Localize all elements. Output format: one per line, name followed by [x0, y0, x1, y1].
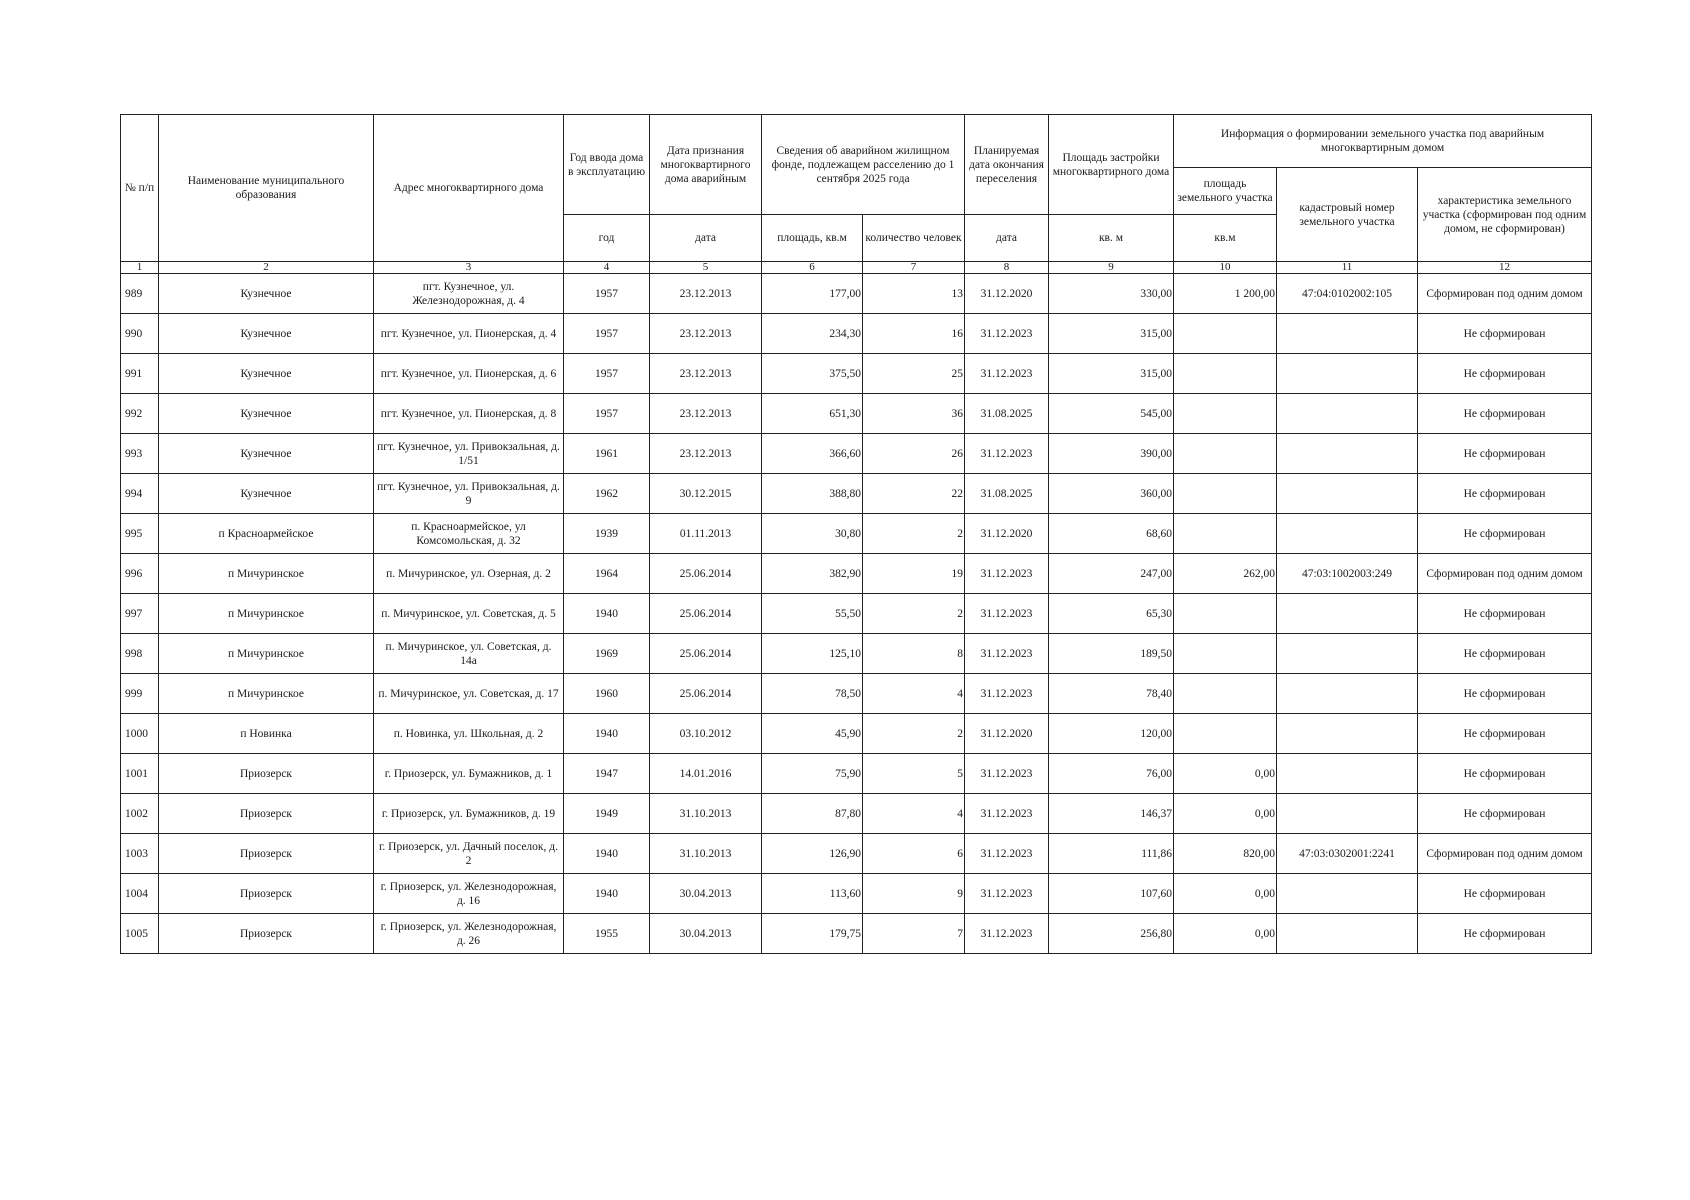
- people-count-cell: 2: [863, 714, 965, 754]
- area-cell: 366,60: [762, 434, 863, 474]
- people-count-cell: 16: [863, 314, 965, 354]
- municipality-cell: п Мичуринское: [159, 554, 374, 594]
- people-count-cell: 22: [863, 474, 965, 514]
- people-count-cell: 2: [863, 594, 965, 634]
- planned-date-cell: 31.12.2023: [965, 594, 1049, 634]
- area-cell: 45,90: [762, 714, 863, 754]
- address-cell: г. Приозерск, ул. Бумажников, д. 19: [374, 794, 564, 834]
- land-area-cell: [1174, 474, 1277, 514]
- area-cell: 177,00: [762, 274, 863, 314]
- cadastral-number-cell: [1277, 914, 1418, 954]
- recognition-date-cell: 14.01.2016: [650, 754, 762, 794]
- planned-date-cell: 31.12.2023: [965, 794, 1049, 834]
- people-count-cell: 4: [863, 794, 965, 834]
- unit-area: площадь, кв.м: [762, 215, 863, 262]
- people-count-cell: 19: [863, 554, 965, 594]
- year-cell: 1957: [564, 314, 650, 354]
- recognition-date-cell: 25.06.2014: [650, 554, 762, 594]
- building-area-cell: 545,00: [1049, 394, 1174, 434]
- col-number: 2: [159, 262, 374, 274]
- planned-date-cell: 31.12.2023: [965, 314, 1049, 354]
- area-cell: 375,50: [762, 354, 863, 394]
- municipality-cell: Кузнечное: [159, 434, 374, 474]
- planned-date-cell: 31.12.2023: [965, 634, 1049, 674]
- land-area-cell: [1174, 314, 1277, 354]
- municipality-cell: Приозерск: [159, 794, 374, 834]
- year-cell: 1961: [564, 434, 650, 474]
- row-number: 1003: [121, 834, 159, 874]
- area-cell: 78,50: [762, 674, 863, 714]
- area-cell: 113,60: [762, 874, 863, 914]
- planned-date-cell: 31.12.2020: [965, 274, 1049, 314]
- table-row: [121, 314, 1592, 354]
- building-area-cell: 330,00: [1049, 274, 1174, 314]
- row-number: 993: [121, 434, 159, 474]
- emergency-housing-table: [120, 114, 1592, 954]
- building-area-cell: 146,37: [1049, 794, 1174, 834]
- land-status-cell: Не сформирован: [1418, 354, 1592, 394]
- year-cell: 1955: [564, 914, 650, 954]
- cadastral-number-cell: [1277, 354, 1418, 394]
- table-header: [121, 115, 1592, 274]
- recognition-date-cell: 23.12.2013: [650, 354, 762, 394]
- land-area-cell: [1174, 714, 1277, 754]
- land-area-cell: [1174, 674, 1277, 714]
- header-municipality: Наименование муниципального образования: [159, 115, 374, 262]
- municipality-cell: п Новинка: [159, 714, 374, 754]
- year-cell: 1957: [564, 354, 650, 394]
- recognition-date-cell: 25.06.2014: [650, 674, 762, 714]
- address-cell: п. Мичуринское, ул. Советская, д. 17: [374, 674, 564, 714]
- row-number: 996: [121, 554, 159, 594]
- row-number: 1001: [121, 754, 159, 794]
- address-cell: г. Приозерск, ул. Бумажников, д. 1: [374, 754, 564, 794]
- people-count-cell: 13: [863, 274, 965, 314]
- building-area-cell: 78,40: [1049, 674, 1174, 714]
- people-count-cell: 25: [863, 354, 965, 394]
- cadastral-number-cell: [1277, 634, 1418, 674]
- row-number: 1005: [121, 914, 159, 954]
- unit-sqm: кв. м: [1049, 215, 1174, 262]
- col-number: 4: [564, 262, 650, 274]
- building-area-cell: 315,00: [1049, 354, 1174, 394]
- table-row: [121, 674, 1592, 714]
- table-row: [121, 634, 1592, 674]
- year-cell: 1939: [564, 514, 650, 554]
- area-cell: 651,30: [762, 394, 863, 434]
- address-cell: пгт. Кузнечное, ул. Пионерская, д. 6: [374, 354, 564, 394]
- header-year: Год ввода дома в эксплуатацию: [564, 115, 650, 215]
- land-area-cell: 1 200,00: [1174, 274, 1277, 314]
- land-status-cell: Не сформирован: [1418, 634, 1592, 674]
- address-cell: пгт. Кузнечное, ул. Пионерская, д. 8: [374, 394, 564, 434]
- address-cell: пгт. Кузнечное, ул. Привокзальная, д. 9: [374, 474, 564, 514]
- year-cell: 1940: [564, 594, 650, 634]
- recognition-date-cell: 23.12.2013: [650, 434, 762, 474]
- table-row: [121, 794, 1592, 834]
- building-area-cell: 256,80: [1049, 914, 1174, 954]
- col-number: 10: [1174, 262, 1277, 274]
- people-count-cell: 6: [863, 834, 965, 874]
- header-land-info: Информация о формировании земельного участка под аварийным многоквартирным домом: [1174, 115, 1592, 168]
- recognition-date-cell: 25.06.2014: [650, 594, 762, 634]
- building-area-cell: 65,30: [1049, 594, 1174, 634]
- recognition-date-cell: 30.04.2013: [650, 874, 762, 914]
- area-cell: 234,30: [762, 314, 863, 354]
- recognition-date-cell: 31.10.2013: [650, 834, 762, 874]
- municipality-cell: п Мичуринское: [159, 594, 374, 634]
- col-number: 9: [1049, 262, 1174, 274]
- planned-date-cell: 31.12.2020: [965, 714, 1049, 754]
- municipality-cell: Кузнечное: [159, 474, 374, 514]
- planned-date-cell: 31.12.2023: [965, 754, 1049, 794]
- land-status-cell: Сформирован под одним домом: [1418, 274, 1592, 314]
- cadastral-number-cell: [1277, 874, 1418, 914]
- cadastral-number-cell: 47:03:0302001:2241: [1277, 834, 1418, 874]
- area-cell: 87,80: [762, 794, 863, 834]
- land-status-cell: Не сформирован: [1418, 794, 1592, 834]
- header-building-area: Площадь застройки многоквартирного дома: [1049, 115, 1174, 215]
- people-count-cell: 36: [863, 394, 965, 434]
- cadastral-number-cell: [1277, 794, 1418, 834]
- planned-date-cell: 31.12.2023: [965, 354, 1049, 394]
- header-cadastral: кадастровый номер земельного участка: [1277, 168, 1418, 262]
- address-cell: п. Красноармейское, ул Комсомольская, д. 32: [374, 514, 564, 554]
- year-cell: 1940: [564, 834, 650, 874]
- col-number: 7: [863, 262, 965, 274]
- year-cell: 1957: [564, 394, 650, 434]
- land-area-cell: [1174, 434, 1277, 474]
- table-body: [121, 274, 1592, 954]
- address-cell: п. Новинка, ул. Школьная, д. 2: [374, 714, 564, 754]
- land-status-cell: Не сформирован: [1418, 714, 1592, 754]
- address-cell: пгт. Кузнечное, ул. Пионерская, д. 4: [374, 314, 564, 354]
- land-status-cell: Сформирован под одним домом: [1418, 554, 1592, 594]
- address-cell: г. Приозерск, ул. Железнодорожная, д. 26: [374, 914, 564, 954]
- planned-date-cell: 31.12.2020: [965, 514, 1049, 554]
- column-number-row: [121, 262, 1592, 274]
- header-land-status: характеристика земельного участка (сформирован под одним домом, не сформирован): [1418, 168, 1592, 262]
- cadastral-number-cell: 47:04:0102002:105: [1277, 274, 1418, 314]
- land-area-cell: 0,00: [1174, 754, 1277, 794]
- municipality-cell: Кузнечное: [159, 394, 374, 434]
- col-number: 1: [121, 262, 159, 274]
- address-cell: п. Мичуринское, ул. Советская, д. 14а: [374, 634, 564, 674]
- row-number: 997: [121, 594, 159, 634]
- address-cell: п. Мичуринское, ул. Озерная, д. 2: [374, 554, 564, 594]
- recognition-date-cell: 30.12.2015: [650, 474, 762, 514]
- address-cell: п. Мичуринское, ул. Советская, д. 5: [374, 594, 564, 634]
- municipality-cell: Кузнечное: [159, 274, 374, 314]
- year-cell: 1940: [564, 714, 650, 754]
- header-num: № п/п: [121, 115, 159, 262]
- area-cell: 388,80: [762, 474, 863, 514]
- cadastral-number-cell: [1277, 394, 1418, 434]
- cadastral-number-cell: [1277, 434, 1418, 474]
- table-row: [121, 714, 1592, 754]
- year-cell: 1964: [564, 554, 650, 594]
- area-cell: 75,90: [762, 754, 863, 794]
- planned-date-cell: 31.12.2023: [965, 674, 1049, 714]
- row-number: 1004: [121, 874, 159, 914]
- land-status-cell: Не сформирован: [1418, 434, 1592, 474]
- recognition-date-cell: 03.10.2012: [650, 714, 762, 754]
- land-status-cell: Не сформирован: [1418, 394, 1592, 434]
- col-number: 5: [650, 262, 762, 274]
- municipality-cell: п Мичуринское: [159, 634, 374, 674]
- cadastral-number-cell: [1277, 714, 1418, 754]
- area-cell: 179,75: [762, 914, 863, 954]
- area-cell: 55,50: [762, 594, 863, 634]
- year-cell: 1949: [564, 794, 650, 834]
- planned-date-cell: 31.12.2023: [965, 554, 1049, 594]
- planned-date-cell: 31.08.2025: [965, 394, 1049, 434]
- municipality-cell: Приозерск: [159, 914, 374, 954]
- building-area-cell: 189,50: [1049, 634, 1174, 674]
- table-row: [121, 914, 1592, 954]
- land-status-cell: Не сформирован: [1418, 874, 1592, 914]
- people-count-cell: 9: [863, 874, 965, 914]
- header-planned-date: Планируемая дата окончания переселения: [965, 115, 1049, 215]
- municipality-cell: Приозерск: [159, 874, 374, 914]
- people-count-cell: 7: [863, 914, 965, 954]
- unit-people: количество человек: [863, 215, 965, 262]
- header-recognition-date: Дата признания многоквартирного дома аварийным: [650, 115, 762, 215]
- cadastral-number-cell: [1277, 314, 1418, 354]
- land-status-cell: Не сформирован: [1418, 514, 1592, 554]
- planned-date-cell: 31.12.2023: [965, 834, 1049, 874]
- planned-date-cell: 31.12.2023: [965, 434, 1049, 474]
- table-row: [121, 594, 1592, 634]
- row-number: 994: [121, 474, 159, 514]
- document-page: [120, 114, 1591, 954]
- table-row: [121, 394, 1592, 434]
- col-number: 3: [374, 262, 564, 274]
- planned-date-cell: 31.12.2023: [965, 874, 1049, 914]
- recognition-date-cell: 01.11.2013: [650, 514, 762, 554]
- unit-year: год: [564, 215, 650, 262]
- cadastral-number-cell: [1277, 594, 1418, 634]
- land-status-cell: Не сформирован: [1418, 754, 1592, 794]
- row-number: 991: [121, 354, 159, 394]
- table-row: [121, 874, 1592, 914]
- land-status-cell: Не сформирован: [1418, 594, 1592, 634]
- building-area-cell: 111,86: [1049, 834, 1174, 874]
- year-cell: 1947: [564, 754, 650, 794]
- table-row: [121, 274, 1592, 314]
- recognition-date-cell: 23.12.2013: [650, 394, 762, 434]
- land-status-cell: Не сформирован: [1418, 474, 1592, 514]
- land-status-cell: Не сформирован: [1418, 674, 1592, 714]
- header-emergency-info: Сведения об аварийном жилищном фонде, подлежащем расселению до 1 сентября 2025 года: [762, 115, 965, 215]
- land-area-cell: [1174, 394, 1277, 434]
- recognition-date-cell: 25.06.2014: [650, 634, 762, 674]
- table-row: [121, 754, 1592, 794]
- year-cell: 1940: [564, 874, 650, 914]
- people-count-cell: 8: [863, 634, 965, 674]
- municipality-cell: Приозерск: [159, 834, 374, 874]
- row-number: 1000: [121, 714, 159, 754]
- land-area-cell: [1174, 514, 1277, 554]
- year-cell: 1969: [564, 634, 650, 674]
- row-number: 990: [121, 314, 159, 354]
- building-area-cell: 390,00: [1049, 434, 1174, 474]
- people-count-cell: 4: [863, 674, 965, 714]
- address-cell: г. Приозерск, ул. Дачный поселок, д. 2: [374, 834, 564, 874]
- land-status-cell: Не сформирован: [1418, 914, 1592, 954]
- col-number: 6: [762, 262, 863, 274]
- municipality-cell: Кузнечное: [159, 354, 374, 394]
- address-cell: г. Приозерск, ул. Железнодорожная, д. 16: [374, 874, 564, 914]
- table-row: [121, 514, 1592, 554]
- table-row: [121, 354, 1592, 394]
- recognition-date-cell: 23.12.2013: [650, 314, 762, 354]
- table-row: [121, 834, 1592, 874]
- row-number: 1002: [121, 794, 159, 834]
- unit-land-sqm: кв.м: [1174, 215, 1277, 262]
- land-area-cell: 262,00: [1174, 554, 1277, 594]
- recognition-date-cell: 31.10.2013: [650, 794, 762, 834]
- building-area-cell: 68,60: [1049, 514, 1174, 554]
- land-area-cell: [1174, 594, 1277, 634]
- building-area-cell: 107,60: [1049, 874, 1174, 914]
- land-status-cell: Не сформирован: [1418, 314, 1592, 354]
- area-cell: 382,90: [762, 554, 863, 594]
- cadastral-number-cell: 47:03:1002003:249: [1277, 554, 1418, 594]
- table-row: [121, 474, 1592, 514]
- recognition-date-cell: 30.04.2013: [650, 914, 762, 954]
- cadastral-number-cell: [1277, 754, 1418, 794]
- header-address: Адрес многоквартирного дома: [374, 115, 564, 262]
- recognition-date-cell: 23.12.2013: [650, 274, 762, 314]
- row-number: 995: [121, 514, 159, 554]
- land-area-cell: [1174, 634, 1277, 674]
- planned-date-cell: 31.08.2025: [965, 474, 1049, 514]
- cadastral-number-cell: [1277, 514, 1418, 554]
- land-area-cell: 0,00: [1174, 794, 1277, 834]
- row-number: 999: [121, 674, 159, 714]
- land-area-cell: 820,00: [1174, 834, 1277, 874]
- municipality-cell: Кузнечное: [159, 314, 374, 354]
- municipality-cell: п Мичуринское: [159, 674, 374, 714]
- building-area-cell: 76,00: [1049, 754, 1174, 794]
- unit-plan-date: дата: [965, 215, 1049, 262]
- row-number: 992: [121, 394, 159, 434]
- planned-date-cell: 31.12.2023: [965, 914, 1049, 954]
- table-row: [121, 434, 1592, 474]
- col-number: 8: [965, 262, 1049, 274]
- cadastral-number-cell: [1277, 674, 1418, 714]
- municipality-cell: Приозерск: [159, 754, 374, 794]
- land-area-cell: [1174, 354, 1277, 394]
- land-area-cell: 0,00: [1174, 914, 1277, 954]
- people-count-cell: 5: [863, 754, 965, 794]
- unit-date: дата: [650, 215, 762, 262]
- table-row: [121, 554, 1592, 594]
- cadastral-number-cell: [1277, 474, 1418, 514]
- area-cell: 126,90: [762, 834, 863, 874]
- col-number: 11: [1277, 262, 1418, 274]
- land-area-cell: 0,00: [1174, 874, 1277, 914]
- address-cell: пгт. Кузнечное, ул. Железнодорожная, д. 4: [374, 274, 564, 314]
- col-number: 12: [1418, 262, 1592, 274]
- year-cell: 1962: [564, 474, 650, 514]
- address-cell: пгт. Кузнечное, ул. Привокзальная, д. 1/51: [374, 434, 564, 474]
- people-count-cell: 26: [863, 434, 965, 474]
- building-area-cell: 315,00: [1049, 314, 1174, 354]
- area-cell: 125,10: [762, 634, 863, 674]
- row-number: 989: [121, 274, 159, 314]
- year-cell: 1957: [564, 274, 650, 314]
- building-area-cell: 360,00: [1049, 474, 1174, 514]
- header-land-area: площадь земельного участка: [1174, 168, 1277, 215]
- municipality-cell: п Красноармейское: [159, 514, 374, 554]
- building-area-cell: 247,00: [1049, 554, 1174, 594]
- year-cell: 1960: [564, 674, 650, 714]
- land-status-cell: Сформирован под одним домом: [1418, 834, 1592, 874]
- people-count-cell: 2: [863, 514, 965, 554]
- row-number: 998: [121, 634, 159, 674]
- building-area-cell: 120,00: [1049, 714, 1174, 754]
- area-cell: 30,80: [762, 514, 863, 554]
